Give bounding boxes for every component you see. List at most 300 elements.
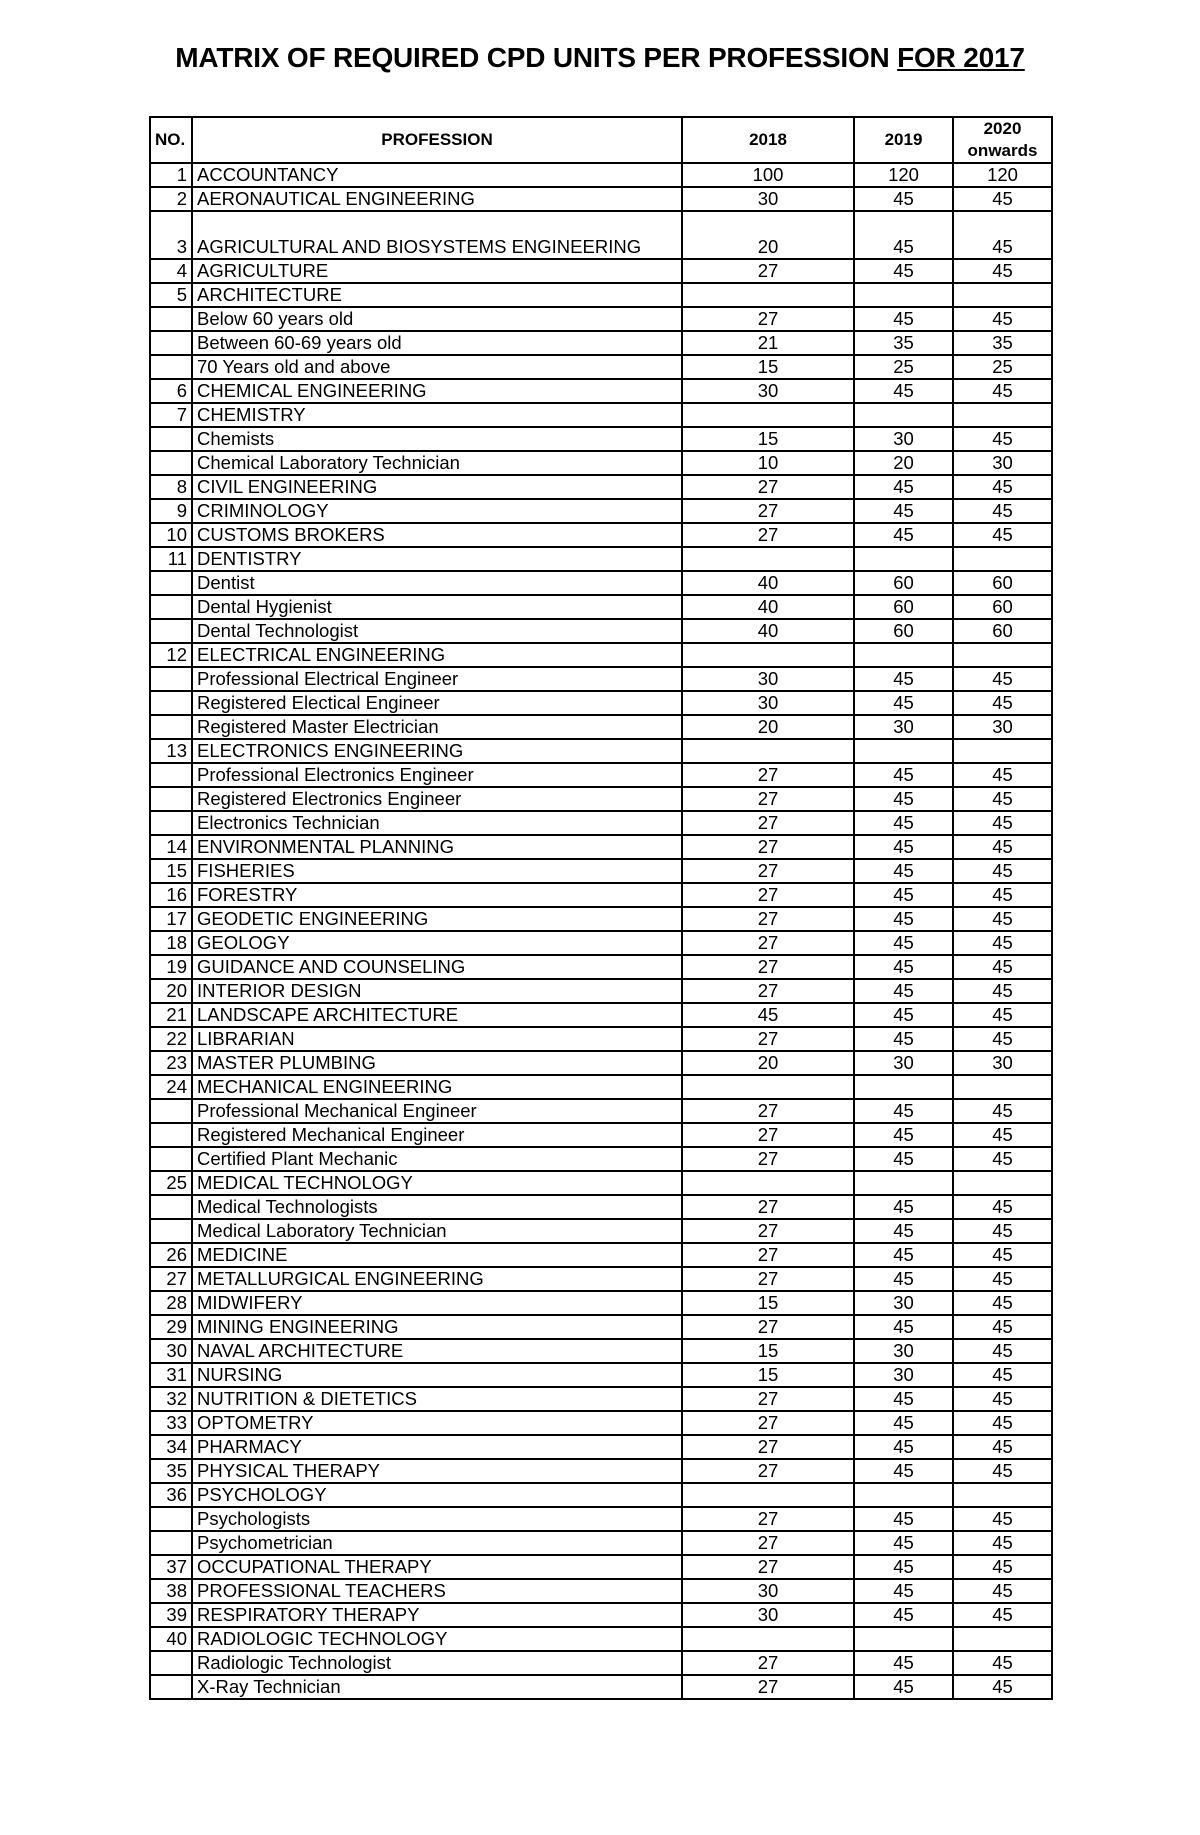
row-units-2020-onwards: 45 [953,1291,1052,1315]
row-number [150,1507,192,1531]
row-units-2018 [682,403,854,427]
row-units-2020-onwards: 45 [953,667,1052,691]
row-units-2020-onwards: 45 [953,907,1052,931]
row-units-2018: 15 [682,1339,854,1363]
row-units-2020-onwards: 45 [953,1507,1052,1531]
row-profession: LANDSCAPE ARCHITECTURE [192,1003,682,1027]
row-number [150,451,192,475]
row-units-2020-onwards: 45 [953,499,1052,523]
row-units-2018: 27 [682,1267,854,1291]
table-row [150,1195,1052,1219]
row-units-2018: 27 [682,1459,854,1483]
table-row [150,1579,1052,1603]
row-number: 13 [150,739,192,763]
row-units-2020-onwards: 45 [953,763,1052,787]
row-number: 32 [150,1387,192,1411]
header-no: NO. [150,117,192,163]
table-row [150,1291,1052,1315]
table-row [150,355,1052,379]
row-profession: GEODETIC ENGINEERING [192,907,682,931]
row-units-2018 [682,283,854,307]
row-number: 29 [150,1315,192,1339]
row-number [150,619,192,643]
row-units-2018: 27 [682,883,854,907]
row-units-2020-onwards: 45 [953,1243,1052,1267]
row-profession: MEDICINE [192,1243,682,1267]
row-units-2019 [854,739,953,763]
row-number [150,355,192,379]
row-number [150,763,192,787]
row-number: 19 [150,955,192,979]
row-number [150,811,192,835]
row-number: 38 [150,1579,192,1603]
row-units-2018: 27 [682,931,854,955]
row-number: 20 [150,979,192,1003]
row-units-2020-onwards: 45 [953,1147,1052,1171]
row-number [150,667,192,691]
row-units-2018: 27 [682,1099,854,1123]
row-units-2018: 20 [682,1051,854,1075]
table-row [150,571,1052,595]
table-header-row [150,117,1052,163]
row-units-2020-onwards: 45 [953,1651,1052,1675]
row-units-2019: 30 [854,1051,953,1075]
row-units-2019: 30 [854,1339,953,1363]
row-units-2018: 27 [682,259,854,283]
row-profession: X-Ray Technician [192,1675,682,1699]
page-title [0,42,1200,74]
row-number: 10 [150,523,192,547]
row-units-2020-onwards: 45 [953,979,1052,1003]
table-row [150,1651,1052,1675]
row-number: 23 [150,1051,192,1075]
row-number [150,331,192,355]
row-number [150,1099,192,1123]
row-number: 8 [150,475,192,499]
row-units-2020-onwards [953,283,1052,307]
row-units-2019: 45 [854,1267,953,1291]
row-units-2019: 60 [854,619,953,643]
row-units-2020-onwards: 60 [953,571,1052,595]
row-units-2020-onwards: 45 [953,475,1052,499]
row-profession: AERONAUTICAL ENGINEERING [192,187,682,211]
row-units-2018: 27 [682,1675,854,1699]
table-row [150,331,1052,355]
table-row [150,787,1052,811]
row-number: 7 [150,403,192,427]
row-profession: CRIMINOLOGY [192,499,682,523]
table-row [150,211,1052,259]
row-units-2018: 21 [682,331,854,355]
row-number: 26 [150,1243,192,1267]
row-profession: NUTRITION & DIETETICS [192,1387,682,1411]
row-units-2019: 45 [854,211,953,259]
table-row [150,163,1052,187]
row-number: 9 [150,499,192,523]
row-units-2019: 45 [854,667,953,691]
row-units-2018: 20 [682,715,854,739]
row-number [150,427,192,451]
row-units-2018: 30 [682,379,854,403]
row-units-2018: 40 [682,571,854,595]
table-row [150,1555,1052,1579]
table-row [150,1003,1052,1027]
header-2018: 2018 [682,117,854,163]
row-units-2019 [854,1075,953,1099]
row-profession: ARCHITECTURE [192,283,682,307]
row-units-2020-onwards: 45 [953,523,1052,547]
row-number: 36 [150,1483,192,1507]
row-profession: LIBRARIAN [192,1027,682,1051]
row-profession: 70 Years old and above [192,355,682,379]
row-units-2020-onwards [953,1171,1052,1195]
row-units-2019: 30 [854,715,953,739]
row-number: 34 [150,1435,192,1459]
row-number: 1 [150,163,192,187]
row-number: 24 [150,1075,192,1099]
row-units-2019 [854,1171,953,1195]
row-profession: Psychologists [192,1507,682,1531]
row-units-2020-onwards: 45 [953,187,1052,211]
row-units-2019 [854,643,953,667]
row-units-2018 [682,739,854,763]
row-units-2019 [854,283,953,307]
row-units-2019: 60 [854,571,953,595]
table-row [150,1483,1052,1507]
row-units-2019: 45 [854,1603,953,1627]
table-row [150,667,1052,691]
row-units-2019: 45 [854,1579,953,1603]
row-units-2019: 45 [854,1027,953,1051]
table-row [150,1507,1052,1531]
table-row [150,1315,1052,1339]
row-units-2018: 20 [682,211,854,259]
row-units-2018: 30 [682,667,854,691]
row-units-2018: 27 [682,787,854,811]
row-units-2018: 27 [682,1651,854,1675]
header-2020-year: 2020 [983,119,1022,138]
row-units-2020-onwards: 25 [953,355,1052,379]
row-units-2020-onwards: 45 [953,691,1052,715]
row-units-2020-onwards: 45 [953,1435,1052,1459]
row-profession: RESPIRATORY THERAPY [192,1603,682,1627]
table-row [150,1051,1052,1075]
table-row [150,619,1052,643]
row-profession: ACCOUNTANCY [192,163,682,187]
row-units-2020-onwards: 60 [953,619,1052,643]
row-units-2019: 45 [854,1387,953,1411]
table-body [150,163,1052,1699]
row-units-2020-onwards: 45 [953,427,1052,451]
row-profession: Registered Mechanical Engineer [192,1123,682,1147]
row-units-2018: 40 [682,619,854,643]
row-units-2019 [854,403,953,427]
row-units-2019: 30 [854,1363,953,1387]
row-number: 22 [150,1027,192,1051]
row-number [150,1651,192,1675]
row-profession: Psychometrician [192,1531,682,1555]
row-number: 27 [150,1267,192,1291]
row-units-2020-onwards: 45 [953,307,1052,331]
row-profession: NAVAL ARCHITECTURE [192,1339,682,1363]
row-profession: OCCUPATIONAL THERAPY [192,1555,682,1579]
row-profession: CHEMISTRY [192,403,682,427]
row-units-2019: 30 [854,427,953,451]
row-number: 30 [150,1339,192,1363]
row-units-2019 [854,547,953,571]
table-row [150,1147,1052,1171]
row-units-2019: 45 [854,787,953,811]
row-number: 17 [150,907,192,931]
row-units-2020-onwards: 45 [953,955,1052,979]
row-units-2018: 30 [682,1579,854,1603]
row-units-2019: 45 [854,691,953,715]
table-row [150,1027,1052,1051]
row-units-2018: 27 [682,1387,854,1411]
row-units-2018: 27 [682,1507,854,1531]
table-row [150,475,1052,499]
row-units-2020-onwards: 45 [953,379,1052,403]
table-row [150,1099,1052,1123]
row-profession: MIDWIFERY [192,1291,682,1315]
row-units-2018 [682,1483,854,1507]
row-units-2018: 40 [682,595,854,619]
row-units-2020-onwards: 45 [953,259,1052,283]
table-row [150,811,1052,835]
row-profession: Professional Electrical Engineer [192,667,682,691]
row-units-2020-onwards: 120 [953,163,1052,187]
row-units-2020-onwards: 45 [953,1555,1052,1579]
row-units-2019: 45 [854,475,953,499]
row-number: 33 [150,1411,192,1435]
row-number [150,571,192,595]
table-row [150,955,1052,979]
header-2020-onwards [953,117,1052,163]
table-row [150,1531,1052,1555]
row-units-2018: 27 [682,475,854,499]
row-profession: Medical Technologists [192,1195,682,1219]
row-profession: AGRICULTURE [192,259,682,283]
row-number [150,715,192,739]
row-profession: OPTOMETRY [192,1411,682,1435]
table-row [150,1267,1052,1291]
row-number [150,595,192,619]
row-units-2020-onwards [953,739,1052,763]
row-units-2020-onwards [953,547,1052,571]
row-units-2019: 20 [854,451,953,475]
row-number: 12 [150,643,192,667]
row-units-2019: 45 [854,499,953,523]
table-row [150,883,1052,907]
row-units-2018: 27 [682,499,854,523]
row-profession: MASTER PLUMBING [192,1051,682,1075]
row-profession: Electronics Technician [192,811,682,835]
row-profession: Professional Electronics Engineer [192,763,682,787]
row-units-2018: 27 [682,1315,854,1339]
row-units-2019: 45 [854,907,953,931]
row-profession: GUIDANCE AND COUNSELING [192,955,682,979]
row-profession: Below 60 years old [192,307,682,331]
row-profession: PSYCHOLOGY [192,1483,682,1507]
table-row [150,1171,1052,1195]
row-units-2018: 15 [682,355,854,379]
row-profession: Certified Plant Mechanic [192,1147,682,1171]
table-row [150,1123,1052,1147]
row-units-2019: 30 [854,1291,953,1315]
row-number: 39 [150,1603,192,1627]
row-profession: CIVIL ENGINEERING [192,475,682,499]
row-profession: MECHANICAL ENGINEERING [192,1075,682,1099]
table-row [150,835,1052,859]
row-units-2019: 45 [854,1675,953,1699]
row-units-2020-onwards: 45 [953,931,1052,955]
row-profession: GEOLOGY [192,931,682,955]
row-number: 3 [150,211,192,259]
row-profession: PHARMACY [192,1435,682,1459]
row-units-2020-onwards: 60 [953,595,1052,619]
row-profession: INTERIOR DESIGN [192,979,682,1003]
row-profession: Chemical Laboratory Technician [192,451,682,475]
row-units-2019: 45 [854,523,953,547]
row-number [150,1123,192,1147]
row-units-2018: 27 [682,763,854,787]
row-number: 6 [150,379,192,403]
row-units-2018: 27 [682,1123,854,1147]
row-units-2019: 45 [854,1651,953,1675]
row-units-2019 [854,1483,953,1507]
row-units-2019: 45 [854,883,953,907]
row-units-2020-onwards: 45 [953,859,1052,883]
row-units-2019: 45 [854,1243,953,1267]
row-profession: PROFESSIONAL TEACHERS [192,1579,682,1603]
table-row [150,691,1052,715]
row-units-2019: 45 [854,835,953,859]
row-profession: PHYSICAL THERAPY [192,1459,682,1483]
table-row [150,1219,1052,1243]
row-units-2020-onwards: 45 [953,811,1052,835]
row-units-2018: 30 [682,1603,854,1627]
row-units-2018: 27 [682,835,854,859]
row-number: 11 [150,547,192,571]
header-profession: PROFESSION [192,117,682,163]
table-row [150,427,1052,451]
row-number [150,1675,192,1699]
row-profession: DENTISTRY [192,547,682,571]
row-units-2020-onwards: 45 [953,1363,1052,1387]
row-units-2018 [682,547,854,571]
row-units-2020-onwards: 30 [953,1051,1052,1075]
row-profession: Registered Master Electrician [192,715,682,739]
row-units-2019: 45 [854,1507,953,1531]
row-units-2020-onwards: 45 [953,1315,1052,1339]
table-row [150,931,1052,955]
row-profession: CUSTOMS BROKERS [192,523,682,547]
row-units-2020-onwards: 45 [953,1531,1052,1555]
row-units-2020-onwards: 45 [953,1027,1052,1051]
row-units-2018: 10 [682,451,854,475]
table-row [150,259,1052,283]
row-units-2019: 45 [854,307,953,331]
row-units-2018: 27 [682,811,854,835]
table-row [150,1675,1052,1699]
row-profession: RADIOLOGIC TECHNOLOGY [192,1627,682,1651]
row-profession: Registered Electronics Engineer [192,787,682,811]
row-profession: Dental Technologist [192,619,682,643]
table-row [150,739,1052,763]
row-units-2019: 45 [854,259,953,283]
table-row [150,979,1052,1003]
table-row [150,1627,1052,1651]
row-profession: FISHERIES [192,859,682,883]
row-number: 37 [150,1555,192,1579]
row-units-2019: 45 [854,931,953,955]
row-units-2019: 45 [854,1315,953,1339]
table-row [150,499,1052,523]
row-units-2018: 27 [682,979,854,1003]
row-units-2020-onwards: 45 [953,1195,1052,1219]
row-units-2020-onwards: 45 [953,1339,1052,1363]
row-units-2020-onwards [953,1627,1052,1651]
row-units-2018: 27 [682,1531,854,1555]
row-units-2019: 45 [854,1195,953,1219]
row-units-2018: 100 [682,163,854,187]
row-units-2019: 45 [854,811,953,835]
row-units-2020-onwards: 45 [953,1387,1052,1411]
row-units-2020-onwards: 45 [953,1123,1052,1147]
row-number: 14 [150,835,192,859]
row-profession: NURSING [192,1363,682,1387]
row-units-2019: 45 [854,1411,953,1435]
row-units-2018: 27 [682,1147,854,1171]
row-units-2019: 45 [854,955,953,979]
table-row [150,763,1052,787]
row-units-2020-onwards: 30 [953,715,1052,739]
row-number: 4 [150,259,192,283]
row-profession: Between 60-69 years old [192,331,682,355]
row-units-2020-onwards [953,643,1052,667]
row-units-2020-onwards [953,1075,1052,1099]
table-row [150,1243,1052,1267]
header-2020-onwards-label: onwards [967,141,1038,160]
row-units-2018: 27 [682,907,854,931]
cpd-matrix-table [149,116,1053,1700]
table-row [150,1411,1052,1435]
table-row [150,1435,1052,1459]
row-units-2020-onwards: 45 [953,1459,1052,1483]
row-number: 28 [150,1291,192,1315]
row-profession: Dental Hygienist [192,595,682,619]
row-number [150,307,192,331]
table-row [150,1387,1052,1411]
row-units-2018: 27 [682,859,854,883]
row-number: 40 [150,1627,192,1651]
table-row [150,1603,1052,1627]
row-profession: Professional Mechanical Engineer [192,1099,682,1123]
table-row [150,715,1052,739]
row-units-2018: 15 [682,1291,854,1315]
row-profession: ELECTRONICS ENGINEERING [192,739,682,763]
table-row [150,187,1052,211]
row-units-2020-onwards: 45 [953,883,1052,907]
row-units-2020-onwards: 35 [953,331,1052,355]
row-units-2018: 27 [682,307,854,331]
row-units-2018: 27 [682,1219,854,1243]
table-row [150,595,1052,619]
row-units-2020-onwards: 45 [953,1411,1052,1435]
table-row [150,403,1052,427]
row-number: 35 [150,1459,192,1483]
row-number [150,1219,192,1243]
